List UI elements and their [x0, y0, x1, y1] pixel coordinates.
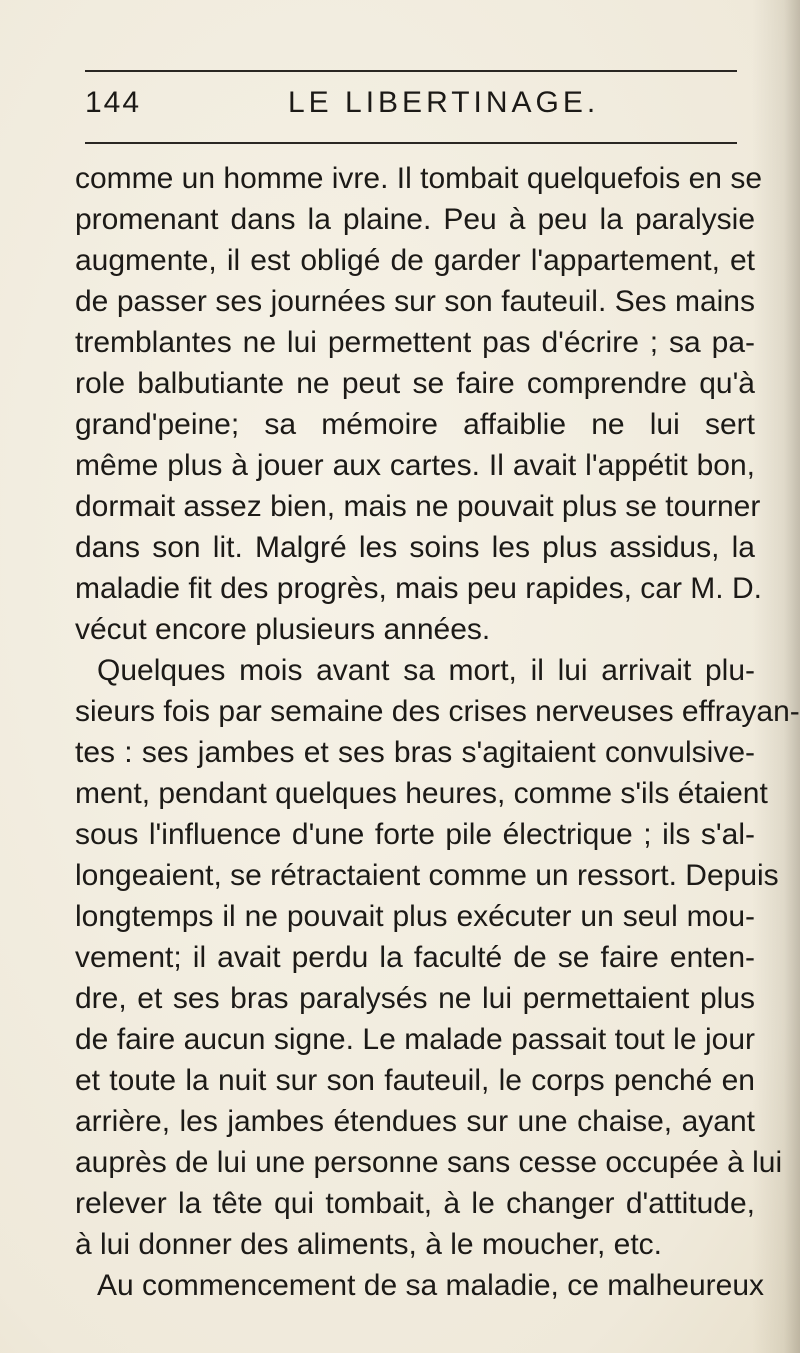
text-line: promenant dans la plaine. Peu à peu la paralysie [75, 203, 755, 236]
text-line: augmente, il est obligé de garder l'appartement, et [75, 244, 755, 277]
text-line: sieurs fois par semaine des crises nerveuses effrayan- [75, 695, 800, 728]
text-line: grand'peine; sa mémoire affaiblie ne lui sert [75, 408, 755, 441]
text-line: relever la tête qui tombait, à le changer d'attitude, [75, 1187, 755, 1220]
page-header [85, 86, 737, 126]
text-line: tremblantes ne lui permettent pas d'écrire ; sa pa- [75, 326, 755, 359]
text-line: de faire aucun signe. Le malade passait tout le jour [75, 1023, 755, 1056]
text-line: dormait assez bien, mais ne pouvait plus se tourner [75, 490, 761, 523]
text-line: même plus à jouer aux cartes. Il avait l'appétit bon, [75, 449, 755, 482]
running-title: LE LIBERTINAGE. [288, 86, 600, 119]
text-line: vement; il avait perdu la faculté de se faire enten- [75, 941, 755, 974]
text-line: auprès de lui une personne sans cesse occupée à lui [75, 1146, 783, 1179]
text-line: longeaient, se rétractaient comme un ressort. Depuis [75, 859, 779, 892]
text-line: dre, et ses bras paralysés ne lui permettaient plus [75, 982, 755, 1015]
text-line: comme un homme ivre. Il tombait quelquefois en se [75, 162, 762, 195]
text-line: role balbutiante ne peut se faire comprendre qu'à [75, 367, 755, 400]
text-line: vécut encore plusieurs années. [75, 613, 491, 646]
header-rule-top [85, 70, 737, 72]
text-line: Au commencement de sa maladie, ce malheureux [97, 1269, 765, 1302]
text-line: dans son lit. Malgré les soins les plus assidus, la [75, 531, 755, 564]
text-line: tes : ses jambes et ses bras s'agitaient convulsive- [75, 736, 755, 769]
text-line: sous l'influence d'une forte pile électrique ; ils s'al- [75, 818, 755, 851]
header-rule-bottom [85, 142, 737, 144]
text-line: arrière, les jambes étendues sur une chaise, ayant [75, 1105, 755, 1138]
text-line: ment, pendant quelques heures, comme s'ils étaient [75, 777, 768, 810]
text-line: et toute la nuit sur son fauteuil, le corps penché en [75, 1064, 755, 1097]
text-line: de passer ses journées sur son fauteuil. Ses mains [75, 285, 755, 318]
text-line: maladie fit des progrès, mais peu rapides, car M. D. [75, 572, 762, 605]
text-line: à lui donner des aliments, à le moucher, etc. [75, 1228, 662, 1261]
page-number: 144 [85, 86, 142, 119]
body-text [75, 158, 800, 1306]
text-line: Quelques mois avant sa mort, il lui arrivait plu- [97, 654, 755, 687]
text-line: longtemps il ne pouvait plus exécuter un seul mou- [75, 900, 755, 933]
